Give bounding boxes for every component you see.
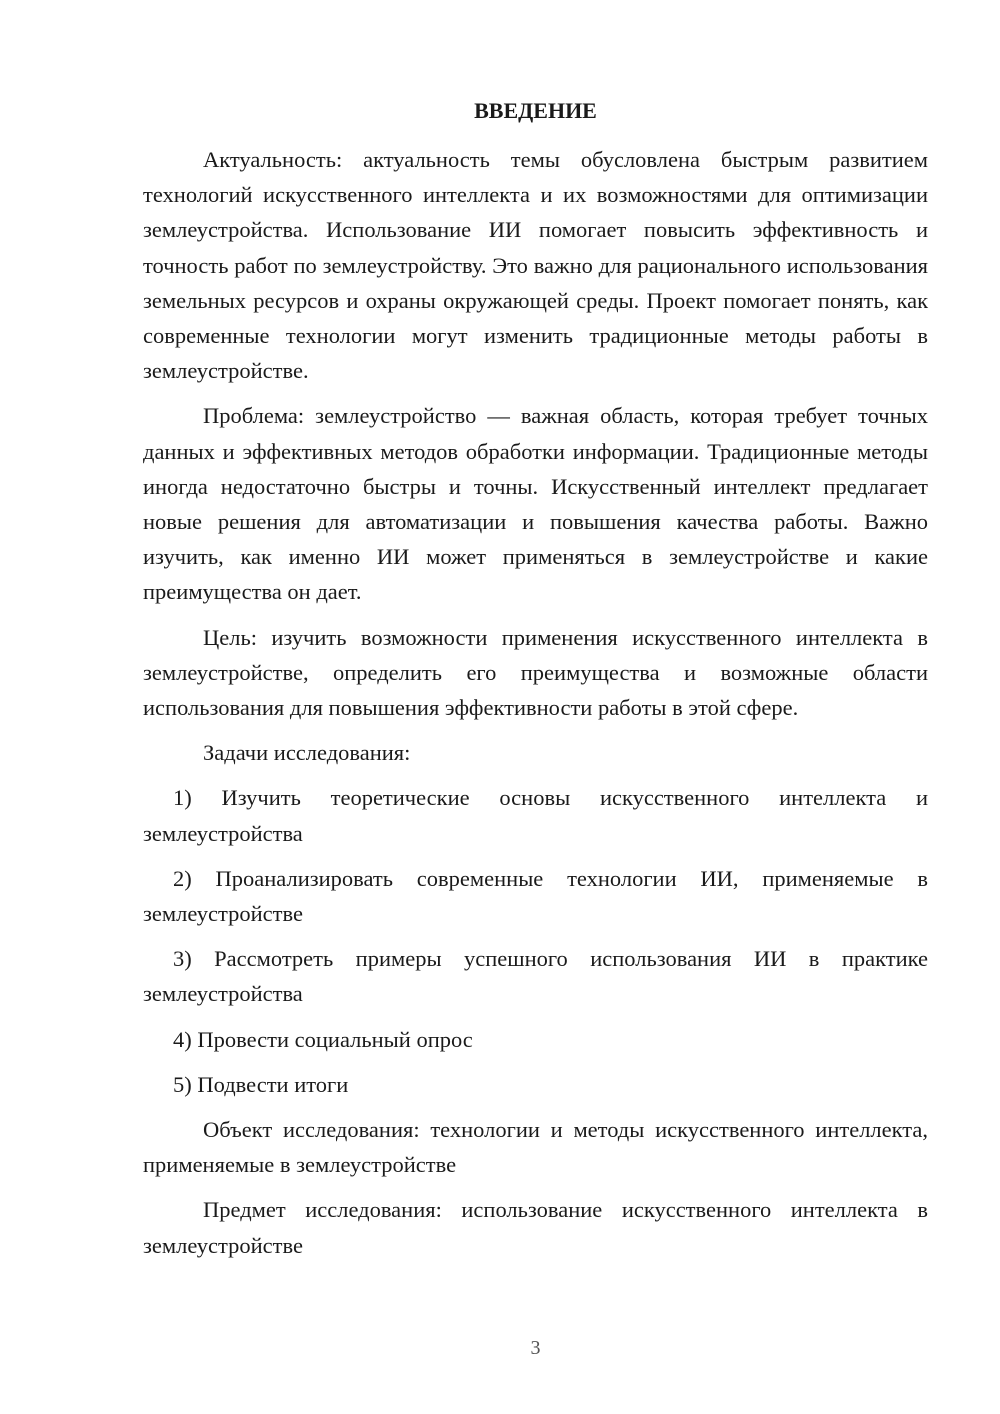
goal-paragraph: Цель: изучить возможности применения искусственного интеллекта в землеустройстве, определить его преимущества и возможные области использования для повышения эффективности работы в этой сфере. — [143, 624, 928, 721]
problem-paragraph: Проблема: землеустройство — важная область, которая требует точных данных и эффективных методов обработки информации. Традиционные методы иногда недостаточно быстры и точны. Искусственный интеллект предлагает новые решения для автоматизации и повышения качества работы. Важно изучить, как именно ИИ может применяться в землеустройстве и какие преимущества он дает. — [143, 403, 928, 605]
task-item-3: 3) Рассмотреть примеры успешного использования ИИ в практике землеустройства — [143, 946, 928, 1007]
task-item-1: 1) Изучить теоретические основы искусственного интеллекта и землеустройства — [143, 785, 928, 846]
subject-paragraph: Предмет исследования: использование искусственного интеллекта в землеустройстве — [143, 1197, 928, 1258]
body-text — [143, 142, 928, 1273]
object-paragraph: Объект исследования: технологии и методы искусственного интеллекта, применяемые в землеустройстве — [143, 1117, 928, 1178]
relevance-paragraph: Актуальность: актуальность темы обусловлена быстрым развитием технологий искусственного интеллекта и их возможностями для оптимизации землеустройства. Использование ИИ помогает повысить эффективность и точность работ по землеустройству. Это важно для рационального использования земельных ресурсов и охраны окружающей среды. Проект помогает понять, как современные технологии могут изменить традиционные методы работы в землеустройстве. — [143, 147, 928, 384]
tasks-heading: Задачи исследования: — [203, 740, 411, 766]
task-item-2: 2) Проанализировать современные технологии ИИ, применяемые в землеустройстве — [143, 865, 928, 927]
task-item-4: 4) Провести социальный опрос — [173, 1026, 473, 1052]
page-title: ВВЕДЕНИЕ — [474, 98, 597, 123]
task-item-5: 5) Подвести итоги — [173, 1071, 349, 1097]
page-number: 3 — [530, 1337, 541, 1359]
